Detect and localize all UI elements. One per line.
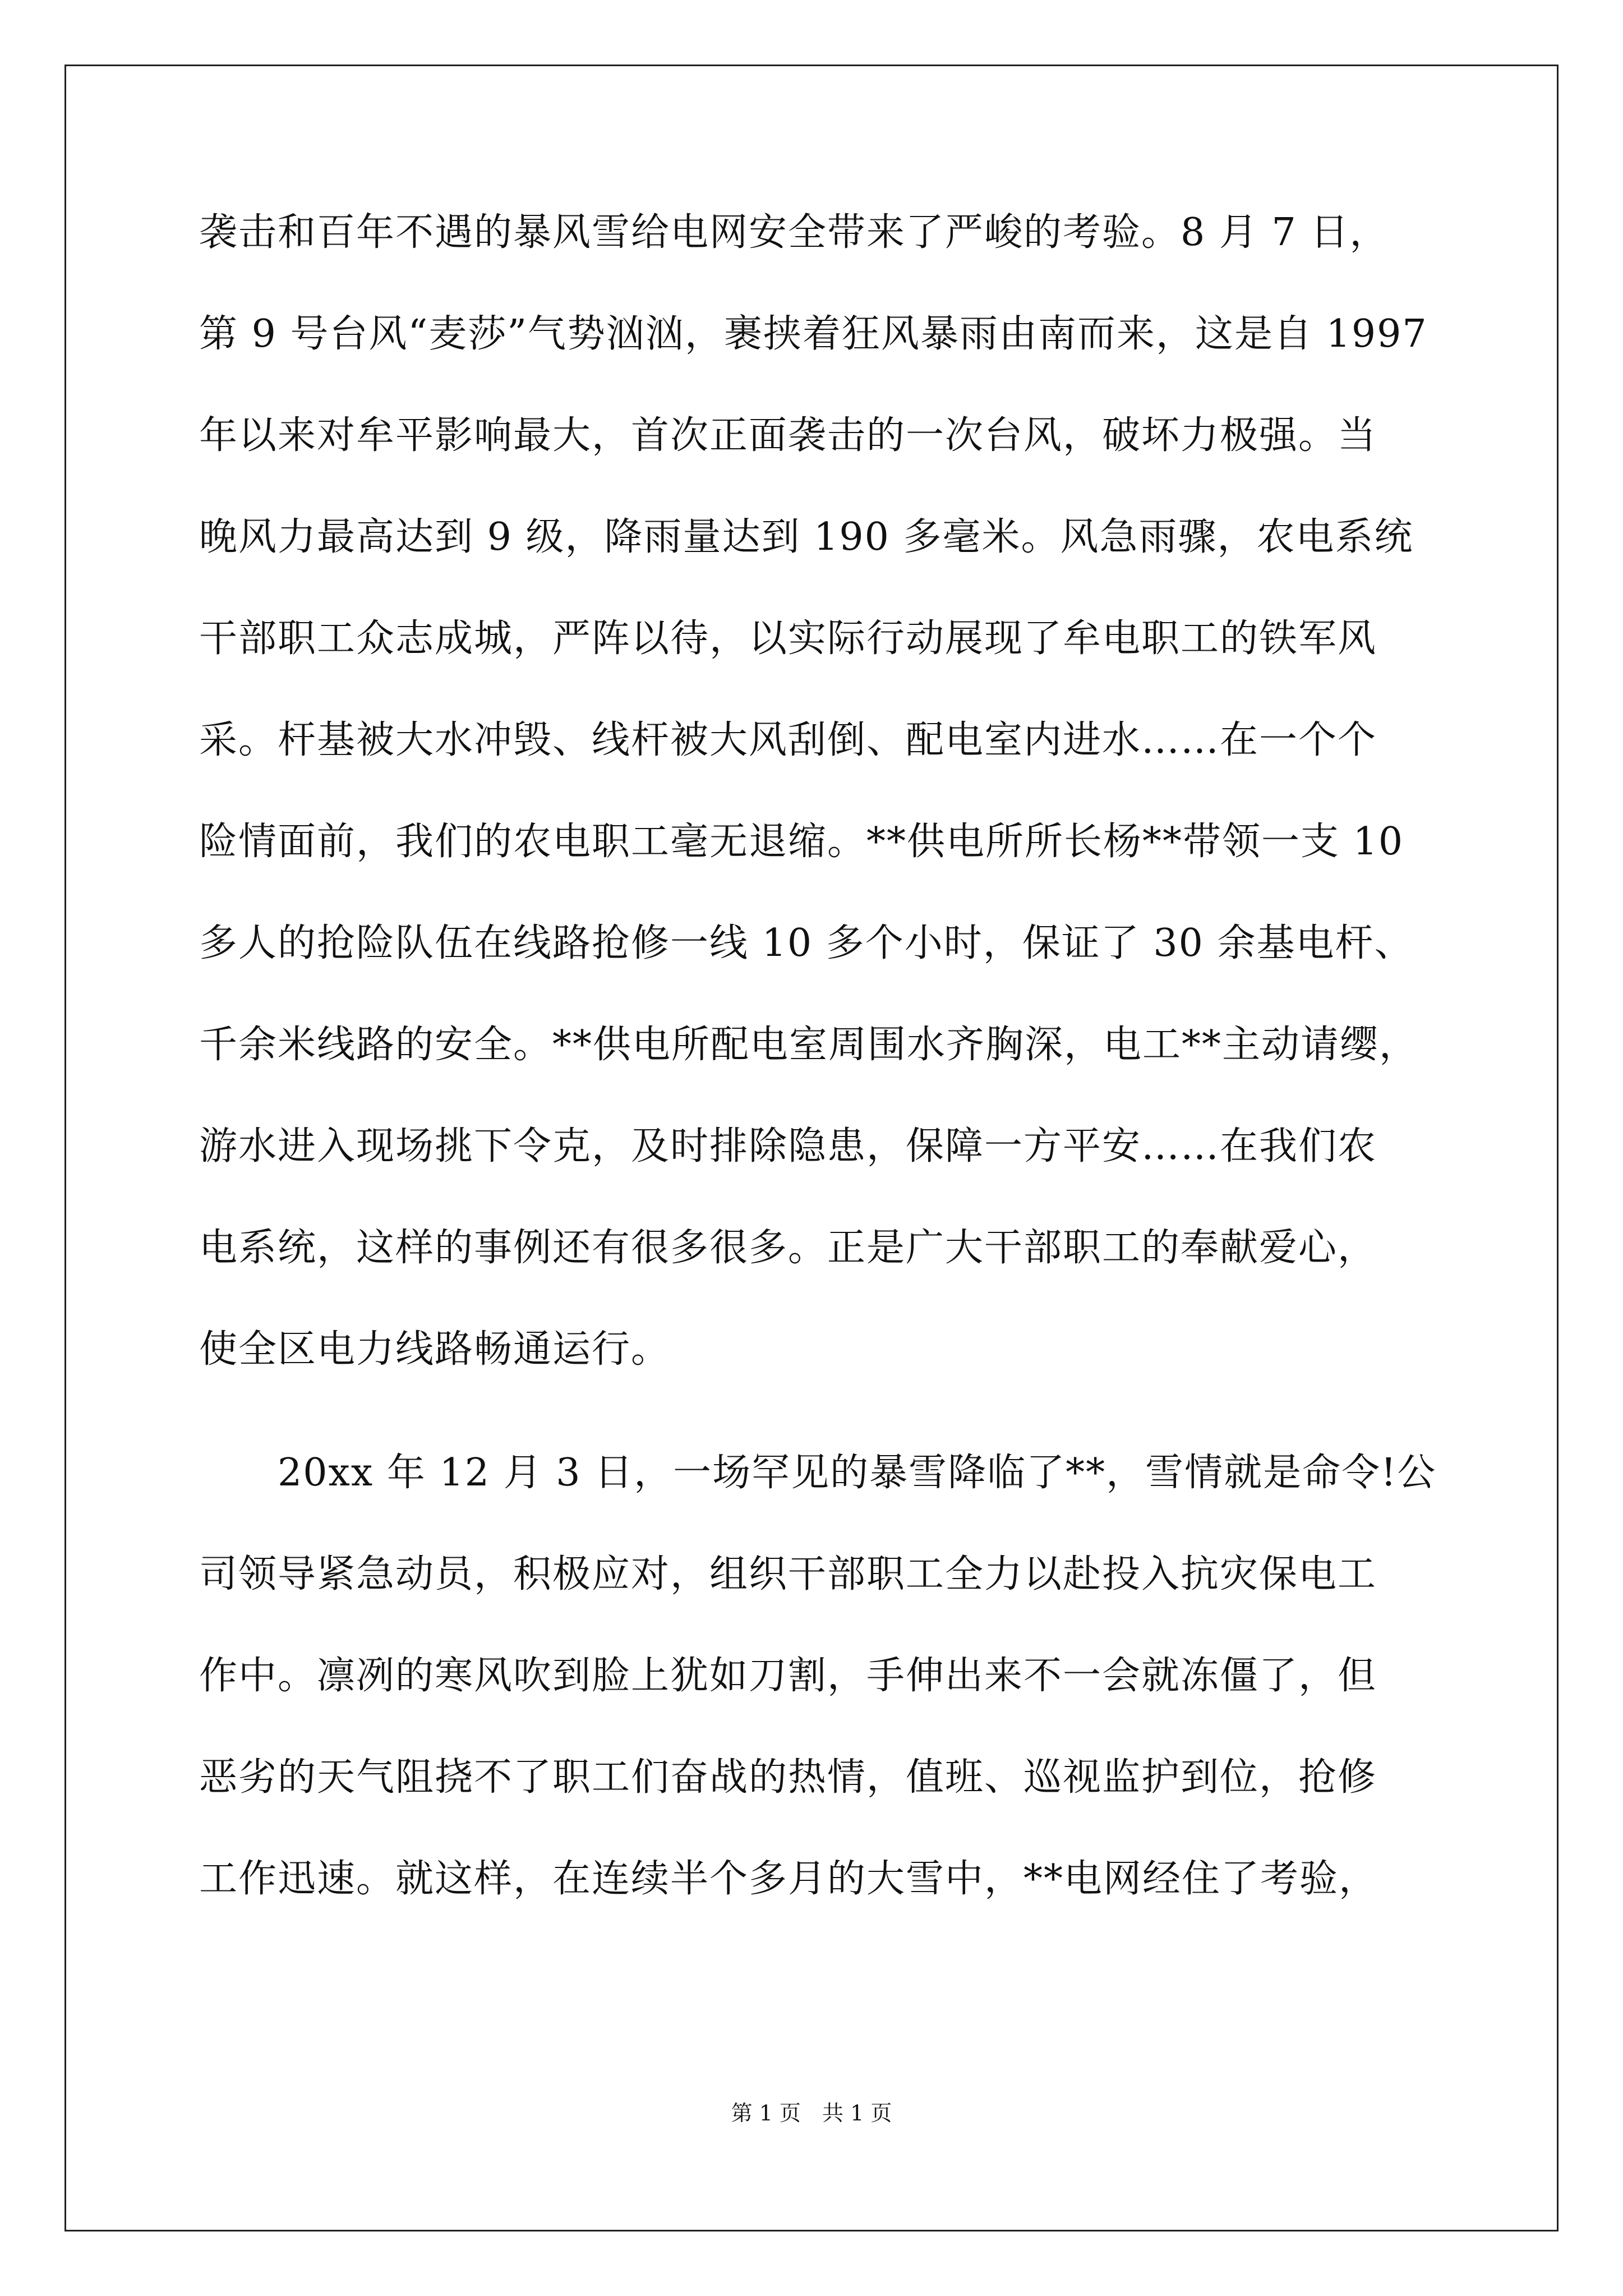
text-line: 采。杆基被大水冲毁、线杆被大风刮倒、配电室内进水……在一个个 — [199, 718, 1377, 762]
text-line: 多人的抢险队伍在线路抢修一线 10 多个小时，保证了 30 余基电杆、 — [199, 921, 1414, 965]
document-body — [199, 208, 1437, 1955]
text-line: 第 9 号台风“麦莎”气势汹汹，裹挟着狂风暴雨由南而来，这是自 1997 — [199, 312, 1428, 356]
text-line: 游水进入现场挑下令克，及时排除隐患，保障一方平安……在我们农 — [199, 1124, 1377, 1168]
text-line: 使全区电力线路畅通运行。 — [199, 1327, 671, 1372]
text-line: 晚风力最高达到 9 级，降雨量达到 190 多毫米。风急雨骤，农电系统 — [199, 515, 1414, 559]
text-line: 恶劣的天气阻挠不了职工们奋战的热情，值班、巡视监护到位，抢修 — [199, 1755, 1377, 1800]
text-line: 作中。凛冽的寒风吹到脸上犹如刀割，手伸出来不一会就冻僵了，但 — [199, 1654, 1377, 1698]
text-line: 险情面前，我们的农电职工毫无退缩。**供电所所长杨**带领一支 10 — [199, 820, 1404, 864]
page-number-footer: 第 1 页 共 1 页 — [731, 2101, 892, 2125]
text-line: 袭击和百年不遇的暴风雪给电网安全带来了严峻的考验。8 月 7 日， — [199, 210, 1389, 255]
text-line: 干部职工众志成城，严阵以待，以实际行动展现了牟电职工的铁军风 — [199, 616, 1377, 661]
text-line: 电系统，这样的事例还有很多很多。正是广大干部职工的奉献爱心， — [199, 1226, 1377, 1270]
text-line: 千余米线路的安全。**供电所配电室周围水齐胸深，电工**主动请缨， — [199, 1023, 1419, 1067]
text-line: 司领导紧急动员，积极应对，组织干部职工全力以赴投入抗灾保电工 — [199, 1552, 1377, 1596]
text-line: 工作迅速。就这样，在连续半个多月的大雪中，**电网经住了考验， — [199, 1857, 1378, 1901]
text-line: 20xx 年 12 月 3 日，一场罕见的暴雪降临了**，雪情就是命令!公 — [199, 1451, 1437, 1495]
text-line: 年以来对牟平影响最大，首次正面袭击的一次台风，破坏力极强。当 — [199, 413, 1377, 458]
